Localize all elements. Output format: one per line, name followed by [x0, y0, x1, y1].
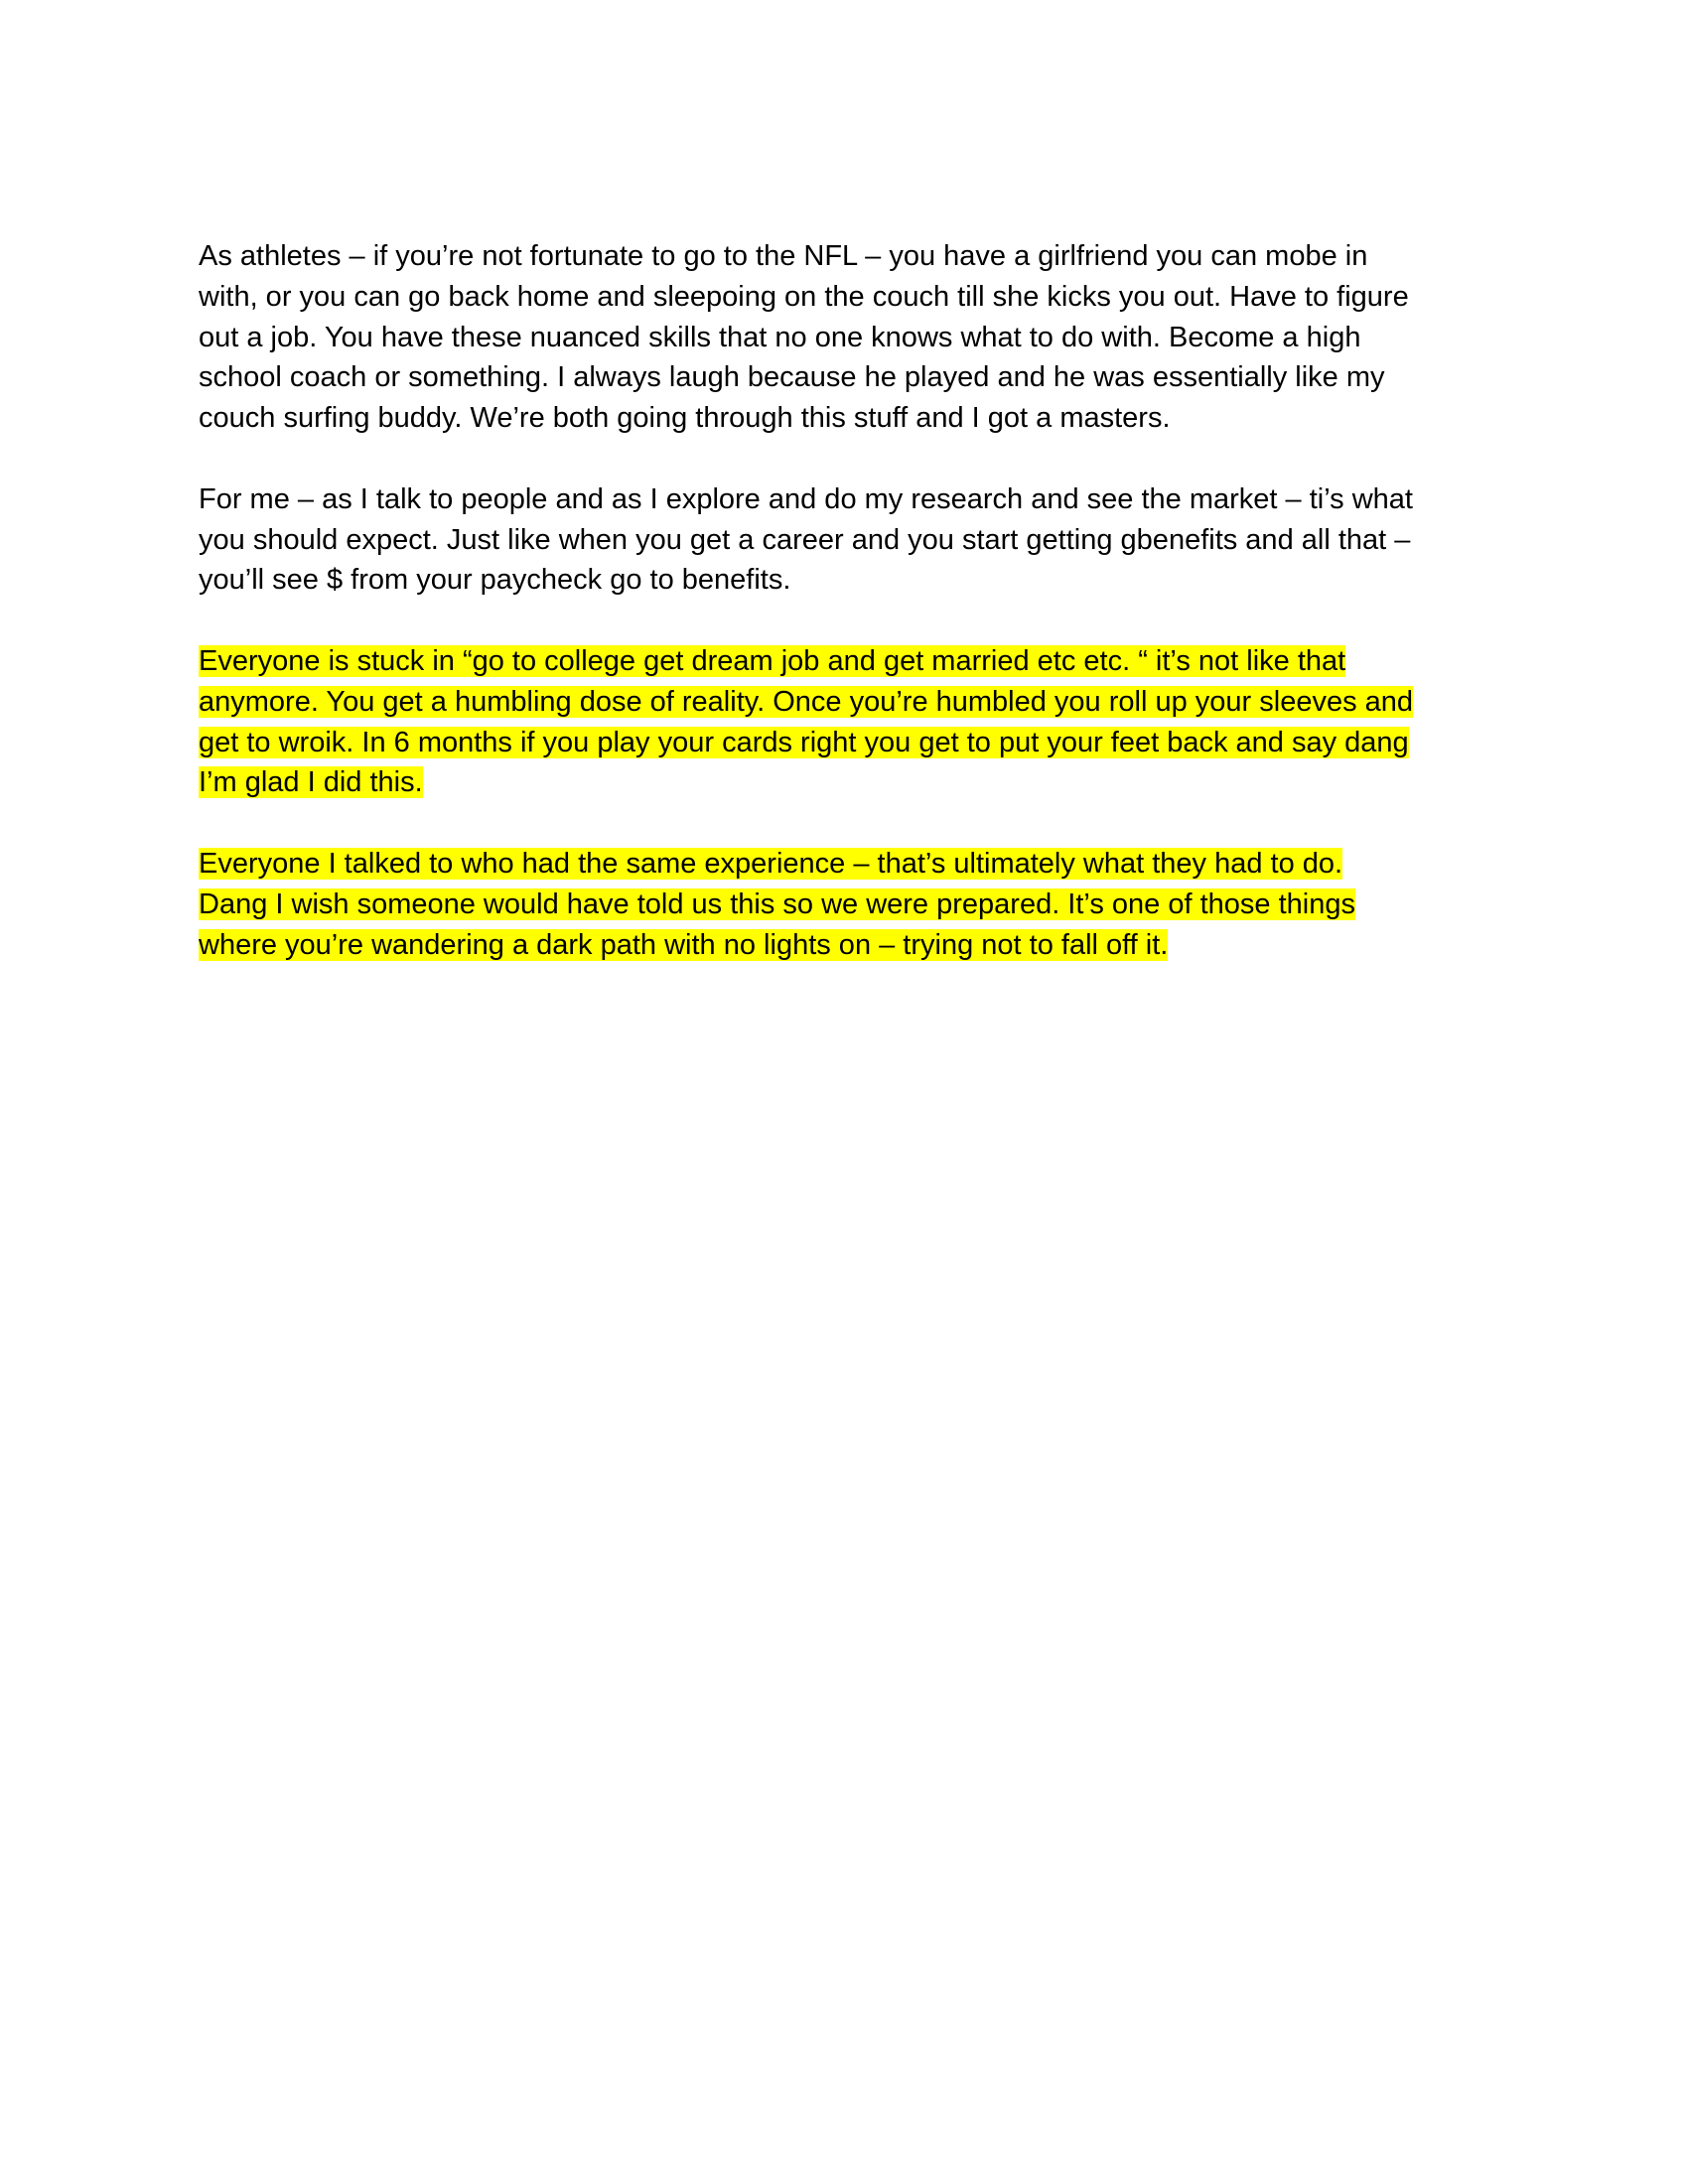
highlighted-text: Everyone I talked to who had the same experience – that’s ultimately what they had to do. — [199, 847, 1343, 880]
highlighted-text: Everyone is stuck in “go to college get dream job and get married etc etc. “ it’s not like that — [199, 644, 1346, 677]
paragraph-line: couch surfing buddy. We’re both going through this stuff and I got a masters. — [199, 402, 1171, 435]
highlighted-text: I’m glad I did this. — [199, 766, 423, 799]
highlighted-text: get to wroik. In 6 months if you play your cards right you get to put your feet back and say dang — [199, 726, 1409, 758]
paragraph-line: school coach or something. I always laugh because he played and he was essentially like my — [199, 361, 1385, 394]
paragraph-line: you should expect. Just like when you get a career and you start getting gbenefits and all that – — [199, 523, 1411, 556]
paragraph-line — [199, 762, 1489, 803]
highlighted-text: Dang I wish someone would have told us this so we were prepared. It’s one of those things — [199, 887, 1355, 920]
document-body — [199, 236, 1489, 1006]
highlighted-text: anymore. You get a humbling dose of reality. Once you’re humbled you roll up your sleeves and — [199, 685, 1414, 718]
highlighted-text: where you’re wandering a dark path with no lights on – trying not to fall off it. — [199, 928, 1169, 961]
paragraph-line — [199, 723, 1489, 763]
paragraph-line — [199, 925, 1489, 966]
paragraph-line: As athletes – if you’re not fortunate to go to the NFL – you have a girlfriend you can mobe in — [199, 240, 1368, 272]
paragraph-2 — [199, 479, 1489, 601]
paragraph-line: with, or you can go back home and sleepoing on the couch till she kicks you out. Have to figure — [199, 280, 1409, 313]
paragraph-line — [199, 682, 1489, 723]
paragraph-1 — [199, 236, 1489, 439]
paragraph-4-highlighted — [199, 844, 1489, 965]
paragraph-line — [199, 641, 1489, 682]
paragraph-3-highlighted — [199, 641, 1489, 803]
paragraph-line: out a job. You have these nuanced skills that no one knows what to do with. Become a high — [199, 321, 1361, 353]
paragraph-line — [199, 885, 1489, 925]
paragraph-line: For me – as I talk to people and as I explore and do my research and see the market – ti’s what — [199, 482, 1413, 515]
paragraph-line — [199, 844, 1489, 885]
paragraph-line: you’ll see $ from your paycheck go to benefits. — [199, 564, 791, 597]
